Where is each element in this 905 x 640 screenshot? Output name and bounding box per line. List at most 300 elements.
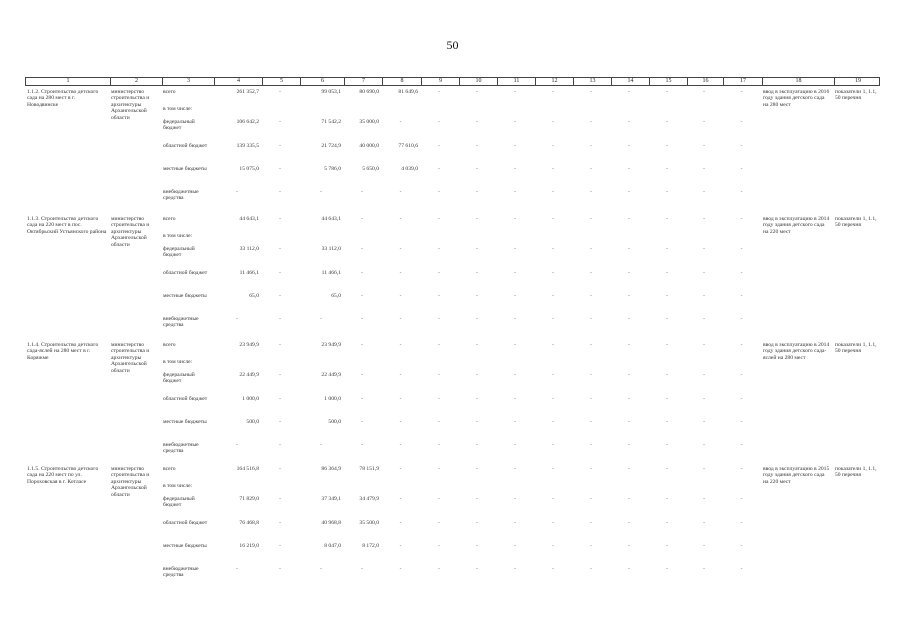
empty-value: -: [666, 189, 668, 195]
empty-value: -: [703, 466, 705, 472]
empty-value: -: [438, 166, 440, 172]
funding-value: 5 650,0: [362, 166, 379, 172]
empty-value: -: [476, 466, 478, 472]
empty-value: -: [666, 419, 668, 425]
empty-value: -: [590, 520, 592, 526]
empty-value: -: [703, 246, 705, 252]
funding-source: федеральный бюджет: [163, 372, 195, 385]
empty-value: -: [628, 442, 630, 448]
empty-value: -: [740, 189, 743, 195]
funding-source: всего: [163, 216, 176, 222]
empty-value: -: [438, 189, 440, 195]
empty-value: -: [476, 293, 478, 299]
empty-value: -: [279, 270, 281, 276]
empty-value: -: [279, 216, 281, 222]
empty-value: -: [552, 520, 554, 526]
empty-value: -: [438, 89, 440, 95]
funding-value: 21 724,9: [321, 143, 341, 149]
empty-value: -: [438, 119, 440, 125]
empty-value: -: [279, 566, 281, 572]
funding-source: местные бюджеты: [163, 166, 207, 172]
empty-value: -: [628, 246, 630, 252]
empty-value: -: [703, 316, 705, 322]
empty-value: -: [279, 189, 281, 195]
empty-value: -: [552, 143, 554, 149]
column-header-7: 7: [344, 78, 382, 85]
empty-value: -: [361, 189, 363, 195]
empty-value: -: [438, 216, 440, 222]
empty-value: -: [514, 316, 516, 322]
empty-value: -: [236, 442, 238, 448]
funding-value: 34 479,9: [359, 496, 379, 502]
empty-value: -: [740, 372, 743, 378]
funding-value: 22 449,9: [321, 372, 341, 378]
empty-value: -: [438, 566, 440, 572]
empty-value: -: [740, 216, 743, 222]
funding-value: 261 352,7: [236, 89, 259, 95]
empty-value: -: [628, 419, 630, 425]
empty-value: -: [666, 442, 668, 448]
empty-value: -: [438, 143, 440, 149]
empty-value: -: [703, 143, 705, 149]
empty-value: -: [399, 119, 402, 125]
empty-value: -: [236, 566, 238, 572]
empty-value: -: [552, 372, 554, 378]
empty-value: -: [399, 189, 402, 195]
empty-value: -: [476, 270, 478, 276]
empty-value: -: [476, 89, 478, 95]
empty-value: -: [703, 396, 705, 402]
empty-value: -: [590, 496, 592, 502]
empty-value: -: [438, 466, 440, 472]
column-header-6: 6: [300, 78, 344, 85]
empty-value: -: [399, 372, 402, 378]
empty-value: -: [703, 189, 705, 195]
empty-value: -: [740, 293, 743, 299]
empty-value: -: [399, 342, 402, 348]
empty-value: -: [514, 466, 516, 472]
empty-value: -: [399, 566, 402, 572]
empty-value: -: [740, 396, 743, 402]
empty-value: -: [703, 119, 705, 125]
empty-value: -: [552, 270, 554, 276]
funding-source: в том числе:: [163, 106, 193, 112]
empty-value: -: [703, 216, 705, 222]
empty-value: -: [666, 143, 668, 149]
empty-value: -: [666, 246, 668, 252]
empty-value: -: [476, 496, 478, 502]
empty-value: -: [552, 396, 554, 402]
empty-value: -: [399, 316, 402, 322]
column-header-1: 1: [66, 78, 70, 84]
funding-value: 81 649,6: [398, 89, 418, 95]
empty-value: -: [552, 166, 554, 172]
empty-value: -: [666, 520, 668, 526]
empty-value: -: [666, 293, 668, 299]
empty-value: -: [514, 166, 516, 172]
empty-value: -: [279, 396, 281, 402]
empty-value: -: [438, 342, 440, 348]
column-header-9: 9: [421, 78, 459, 85]
empty-value: -: [320, 442, 322, 448]
funding-value: 11 466,1: [239, 270, 259, 276]
empty-value: -: [476, 342, 478, 348]
expected-result: ввод в эксплуатацию в 2016 году здания детского сада на 280 мест: [763, 89, 830, 108]
empty-value: -: [666, 89, 668, 95]
responsible-executor: министерство строительства и архитектуры Архангельской области: [111, 216, 150, 248]
empty-value: -: [703, 496, 705, 502]
funding-value: 35 500,0: [359, 520, 379, 526]
column-header-19: 19: [834, 78, 881, 85]
funding-value: 8 172,0: [362, 543, 379, 549]
empty-value: -: [514, 293, 516, 299]
empty-value: -: [628, 270, 630, 276]
empty-value: -: [590, 119, 592, 125]
column-header-16: 16: [687, 78, 723, 85]
empty-value: -: [703, 520, 705, 526]
empty-value: -: [552, 496, 554, 502]
empty-value: -: [361, 316, 363, 322]
empty-value: -: [590, 166, 592, 172]
empty-value: -: [590, 143, 592, 149]
empty-value: -: [590, 566, 592, 572]
empty-value: -: [552, 419, 554, 425]
empty-value: -: [628, 466, 630, 472]
empty-value: -: [740, 566, 743, 572]
empty-value: -: [438, 419, 440, 425]
empty-value: -: [399, 396, 402, 402]
funding-value: 71 542,2: [321, 119, 341, 125]
funding-source: в том числе:: [163, 359, 193, 365]
empty-value: -: [438, 293, 440, 299]
responsible-executor: министерство строительства и архитектуры Архангельской области: [111, 466, 150, 498]
funding-source: местные бюджеты: [163, 293, 207, 299]
empty-value: -: [361, 566, 363, 572]
funding-source: местные бюджеты: [163, 419, 207, 425]
empty-value: -: [279, 246, 281, 252]
empty-value: -: [628, 89, 630, 95]
empty-value: -: [703, 442, 705, 448]
empty-value: -: [740, 543, 743, 549]
funding-value: 76 468,8: [239, 520, 259, 526]
empty-value: -: [628, 566, 630, 572]
funding-source: внебюджетные средства: [163, 442, 199, 455]
empty-value: -: [361, 293, 363, 299]
empty-value: -: [514, 342, 516, 348]
empty-value: -: [399, 419, 402, 425]
empty-value: -: [476, 166, 478, 172]
empty-value: -: [628, 316, 630, 322]
funding-source: внебюджетные средства: [163, 566, 199, 579]
column-header-15: 15: [649, 78, 687, 85]
funding-value: 40 968,8: [321, 520, 341, 526]
empty-value: -: [628, 543, 630, 549]
funding-value: 71 829,0: [239, 496, 259, 502]
funding-value: 33 112,0: [321, 246, 341, 252]
funding-value: 500,0: [328, 419, 341, 425]
empty-value: -: [279, 89, 281, 95]
empty-value: -: [552, 246, 554, 252]
empty-value: -: [666, 342, 668, 348]
empty-value: -: [590, 396, 592, 402]
funding-value: 1 000,0: [242, 396, 259, 402]
empty-value: -: [399, 293, 402, 299]
empty-value: -: [552, 293, 554, 299]
empty-value: -: [361, 396, 363, 402]
responsible-executor: министерство строительства и архитектуры Архангельской области: [111, 342, 150, 374]
column-header-17: 17: [723, 78, 762, 85]
project-name: 1.1.3. Строительство детского сада на 220 мест в пос. Октябрьский Устьянского района: [27, 216, 107, 235]
empty-value: -: [666, 316, 668, 322]
funding-source: всего: [163, 89, 176, 95]
funding-value: 1 000,0: [324, 396, 341, 402]
empty-value: -: [552, 543, 554, 549]
target-indicator: показатели 1, 1.1, 50 перечня: [835, 216, 877, 229]
funding-value: 77 610,6: [398, 143, 418, 149]
empty-value: -: [361, 216, 363, 222]
empty-value: -: [320, 566, 322, 572]
empty-value: -: [399, 216, 402, 222]
empty-value: -: [666, 496, 668, 502]
funding-source: в том числе:: [163, 483, 193, 489]
empty-value: -: [552, 119, 554, 125]
empty-value: -: [514, 543, 516, 549]
empty-value: -: [514, 566, 516, 572]
empty-value: -: [590, 246, 592, 252]
expected-result: ввод в эксплуатацию в 2014 году здания детского сада-яслей на 280 мест: [763, 342, 830, 361]
empty-value: -: [666, 270, 668, 276]
empty-value: -: [740, 342, 743, 348]
funding-value: 164 516,8: [236, 466, 259, 472]
empty-value: -: [438, 316, 440, 322]
column-header-13: 13: [573, 78, 611, 85]
empty-value: -: [628, 342, 630, 348]
expected-result: ввод в эксплуатацию в 2014 году здания детского сада на 220 мест: [763, 216, 830, 235]
empty-value: -: [703, 372, 705, 378]
empty-value: -: [552, 216, 554, 222]
empty-value: -: [476, 216, 478, 222]
empty-value: -: [279, 520, 281, 526]
empty-value: -: [552, 442, 554, 448]
empty-value: -: [438, 543, 440, 549]
empty-value: -: [703, 342, 705, 348]
empty-value: -: [590, 316, 592, 322]
project-name: 1.1.4. Строительство детского сада-яслей на 280 мест в г. Коряжме: [27, 342, 99, 361]
column-header-11: 11: [497, 78, 535, 85]
funding-value: 40 000,0: [359, 143, 379, 149]
empty-value: -: [279, 372, 281, 378]
empty-value: -: [514, 372, 516, 378]
funding-value: 44 643,1: [239, 216, 259, 222]
project-name: 1.1.2. Строительство детского сада на 280 мест в г. Новодвинске: [27, 89, 99, 108]
empty-value: -: [740, 466, 743, 472]
empty-value: -: [279, 442, 281, 448]
empty-value: -: [514, 396, 516, 402]
empty-value: -: [476, 246, 478, 252]
empty-value: -: [476, 316, 478, 322]
empty-value: -: [552, 466, 554, 472]
empty-value: -: [740, 166, 743, 172]
funding-value: 99 053,1: [321, 89, 341, 95]
empty-value: -: [666, 119, 668, 125]
funding-value: 65,0: [331, 293, 341, 299]
funding-value: 23 949,9: [239, 342, 259, 348]
empty-value: -: [552, 316, 554, 322]
empty-value: -: [703, 270, 705, 276]
empty-value: -: [628, 396, 630, 402]
empty-value: -: [628, 372, 630, 378]
empty-value: -: [514, 520, 516, 526]
empty-value: -: [628, 189, 630, 195]
empty-value: -: [552, 566, 554, 572]
funding-value: 65,0: [249, 293, 259, 299]
empty-value: -: [279, 342, 281, 348]
empty-value: -: [399, 520, 402, 526]
empty-value: -: [361, 270, 363, 276]
empty-value: -: [361, 372, 363, 378]
column-number-header-row: [25, 77, 880, 86]
empty-value: -: [590, 89, 592, 95]
empty-value: -: [628, 293, 630, 299]
funding-value: 33 112,0: [239, 246, 259, 252]
empty-value: -: [514, 246, 516, 252]
empty-value: -: [438, 396, 440, 402]
column-header-3: 3: [162, 78, 214, 85]
empty-value: -: [552, 89, 554, 95]
empty-value: -: [740, 520, 743, 526]
empty-value: -: [666, 216, 668, 222]
empty-value: -: [279, 293, 281, 299]
column-header-12: 12: [535, 78, 573, 85]
empty-value: -: [666, 543, 668, 549]
empty-value: -: [514, 143, 516, 149]
funding-source: областной бюджет: [163, 143, 208, 149]
column-header-14: 14: [611, 78, 649, 85]
funding-value: 37 349,1: [321, 496, 341, 502]
empty-value: -: [399, 442, 402, 448]
empty-value: -: [590, 419, 592, 425]
responsible-executor: министерство строительства и архитектуры Архангельской области: [111, 89, 150, 121]
empty-value: -: [399, 270, 402, 276]
column-header-5: 5: [262, 78, 300, 85]
empty-value: -: [666, 396, 668, 402]
empty-value: -: [666, 566, 668, 572]
column-header-4: 4: [214, 78, 262, 85]
funding-value: 106 642,2: [236, 119, 259, 125]
empty-value: -: [399, 246, 402, 252]
empty-value: -: [514, 216, 516, 222]
empty-value: -: [279, 316, 281, 322]
empty-value: -: [320, 189, 322, 195]
empty-value: -: [279, 419, 281, 425]
empty-value: -: [438, 442, 440, 448]
empty-value: -: [438, 496, 440, 502]
funding-value: 35 000,0: [359, 119, 379, 125]
funding-source: федеральный бюджет: [163, 496, 195, 509]
empty-value: -: [590, 372, 592, 378]
empty-value: -: [740, 442, 743, 448]
empty-value: -: [628, 166, 630, 172]
empty-value: -: [740, 119, 743, 125]
funding-value: 78 151,9: [359, 466, 379, 472]
target-indicator: показатели 1, 1.1, 50 перечня: [835, 89, 877, 102]
empty-value: -: [236, 316, 238, 322]
empty-value: -: [399, 466, 402, 472]
empty-value: -: [628, 119, 630, 125]
empty-value: -: [552, 342, 554, 348]
empty-value: -: [279, 543, 281, 549]
empty-value: -: [236, 189, 238, 195]
empty-value: -: [279, 143, 281, 149]
empty-value: -: [666, 466, 668, 472]
empty-value: -: [740, 143, 743, 149]
empty-value: -: [279, 496, 281, 502]
empty-value: -: [703, 89, 705, 95]
empty-value: -: [279, 119, 281, 125]
funding-source: внебюджетные средства: [163, 316, 199, 329]
column-header-8: 8: [382, 78, 421, 85]
empty-value: -: [476, 119, 478, 125]
funding-value: 23 949,9: [321, 342, 341, 348]
empty-value: -: [628, 520, 630, 526]
empty-value: -: [514, 442, 516, 448]
target-indicator: показатели 1, 1.1, 50 перечня: [835, 342, 877, 355]
funding-value: 500,0: [246, 419, 259, 425]
project-name: 1.1.5. Строительство детского сада на 220 мест по ул. Пороховская в г. Котласе: [27, 466, 99, 485]
empty-value: -: [514, 419, 516, 425]
empty-value: -: [703, 543, 705, 549]
empty-value: -: [476, 442, 478, 448]
empty-value: -: [703, 566, 705, 572]
empty-value: -: [590, 293, 592, 299]
funding-source: областной бюджет: [163, 270, 208, 276]
expected-result: ввод в эксплуатацию в 2015 году здания детского сада на 220 мест: [763, 466, 830, 485]
target-indicator: показатели 1, 1.1, 50 перечня: [835, 466, 877, 479]
empty-value: -: [628, 143, 630, 149]
empty-value: -: [514, 119, 516, 125]
empty-value: -: [703, 166, 705, 172]
empty-value: -: [740, 246, 743, 252]
funding-source: местные бюджеты: [163, 543, 207, 549]
funding-value: 22 449,9: [239, 372, 259, 378]
empty-value: -: [628, 496, 630, 502]
empty-value: -: [361, 246, 363, 252]
funding-source: всего: [163, 342, 176, 348]
empty-value: -: [740, 89, 743, 95]
funding-value: 5 786,0: [324, 166, 341, 172]
funding-value: 80 690,0: [359, 89, 379, 95]
empty-value: -: [552, 189, 554, 195]
empty-value: -: [476, 189, 478, 195]
empty-value: -: [361, 342, 363, 348]
column-header-2: 2: [110, 78, 162, 85]
empty-value: -: [514, 189, 516, 195]
empty-value: -: [740, 496, 743, 502]
empty-value: -: [740, 316, 743, 322]
empty-value: -: [438, 270, 440, 276]
empty-value: -: [438, 246, 440, 252]
empty-value: -: [476, 396, 478, 402]
empty-value: -: [279, 166, 281, 172]
empty-value: -: [476, 566, 478, 572]
empty-value: -: [666, 166, 668, 172]
funding-value: 8 047,0: [324, 543, 341, 549]
empty-value: -: [476, 520, 478, 526]
funding-value: 139 335,5: [236, 143, 259, 149]
empty-value: -: [590, 216, 592, 222]
funding-value: 4 039,0: [401, 166, 418, 172]
empty-value: -: [590, 189, 592, 195]
